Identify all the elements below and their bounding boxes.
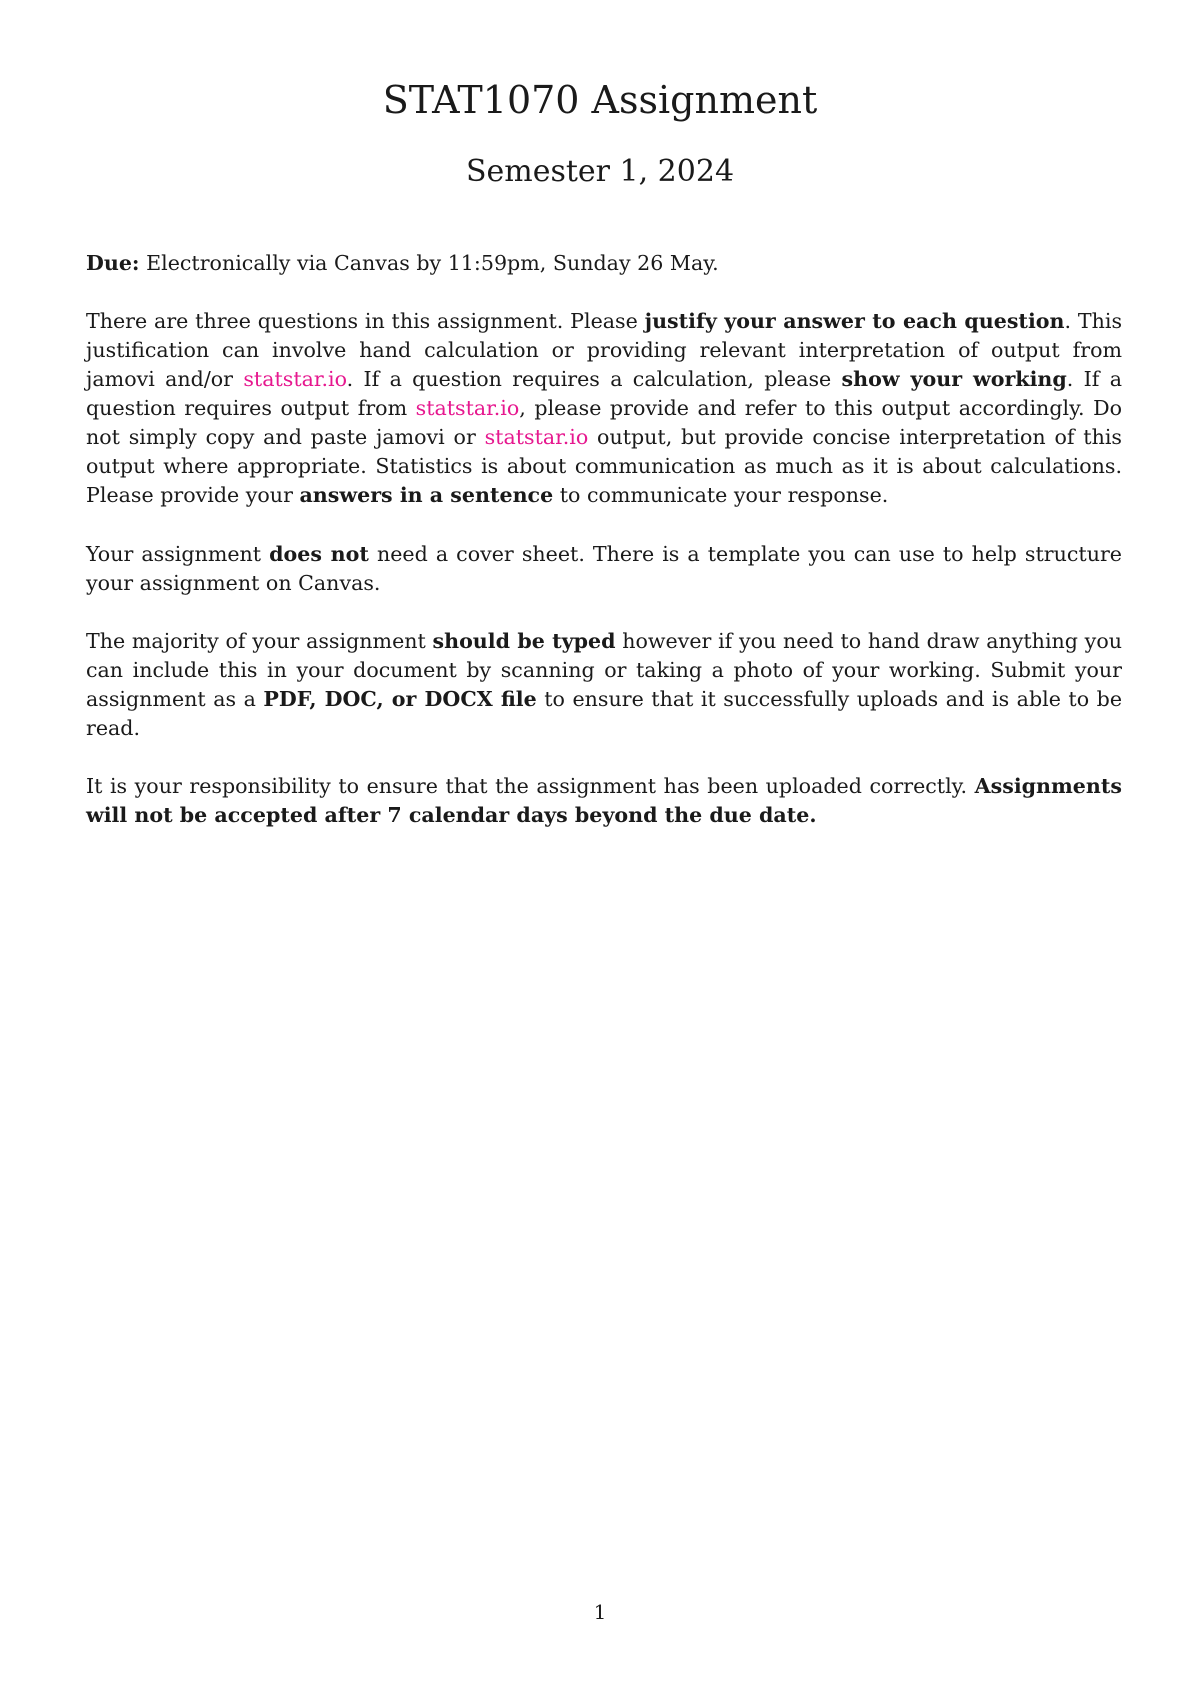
instructions-bold-justify: justify your answer to each question bbox=[644, 309, 1065, 333]
instructions-text-4: . If a question requires output from bbox=[86, 367, 1122, 420]
document-title: STAT1070 Assignment bbox=[382, 78, 818, 122]
responsibility-bold-late-policy: Assignments will not be accepted after 7 calendar days beyond the due date. bbox=[86, 774, 1122, 827]
typed-text-1: The majority of your assignment bbox=[86, 629, 433, 653]
responsibility-text-1: It is your responsibility to ensure that the assignment has been uploaded correctly. bbox=[86, 774, 975, 798]
submission-format-paragraph bbox=[86, 627, 1122, 743]
instructions-text-2: . This justification can involve hand calculation or providing relevant interpretation of output from jamovi and/or bbox=[86, 309, 1123, 391]
instructions-paragraph bbox=[86, 307, 1122, 510]
responsibility-paragraph bbox=[86, 772, 1122, 830]
cover-text-2: need a cover sheet. There is a template you can use to help structure your assignment on Canvas. bbox=[86, 542, 1122, 595]
due-paragraph bbox=[86, 249, 1122, 278]
typed-bold-file-formats: PDF, DOC, or DOCX file bbox=[263, 687, 537, 711]
instructions-text-1: There are three questions in this assignment. Please bbox=[86, 309, 645, 333]
due-text: Electronically via Canvas by 11:59pm, Sunday 26 May. bbox=[139, 251, 719, 275]
statstar-link-3[interactable]: statstar.io bbox=[484, 425, 589, 449]
instructions-text-6: output, but provide concise interpretation of this output where appropriate. Statistics is about communication as much as it is about calculations. Please provide your bbox=[86, 425, 1122, 507]
cover-sheet-paragraph bbox=[86, 540, 1122, 598]
document-subtitle: Semester 1, 2024 bbox=[465, 154, 735, 189]
instructions-bold-sentence: answers in a sentence bbox=[299, 483, 554, 507]
instructions-text-7: to communicate your response. bbox=[553, 483, 889, 507]
statstar-link-2[interactable]: statstar.io bbox=[415, 396, 520, 420]
typed-bold-should-be-typed: should be typed bbox=[432, 629, 616, 653]
page-number: 1 bbox=[593, 1600, 607, 1624]
typed-text-2: however if you need to hand draw anything you can include this in your document by scanning or taking a photo of your working. Submit your assignment as a bbox=[86, 629, 1122, 711]
instructions-bold-working: show your working bbox=[841, 367, 1067, 391]
statstar-link-1[interactable]: statstar.io bbox=[243, 367, 347, 391]
cover-text-1: Your assignment bbox=[86, 542, 270, 566]
due-label: Due: bbox=[86, 251, 140, 275]
instructions-text-3: . If a question requires a calculation, please bbox=[346, 367, 842, 391]
typed-text-3: to ensure that it successfully uploads and is able to be read. bbox=[86, 687, 1123, 740]
instructions-text-5: , please provide and refer to this output accordingly. Do not simply copy and paste jamovi or bbox=[86, 396, 1122, 449]
cover-bold-does-not: does not bbox=[269, 542, 369, 566]
